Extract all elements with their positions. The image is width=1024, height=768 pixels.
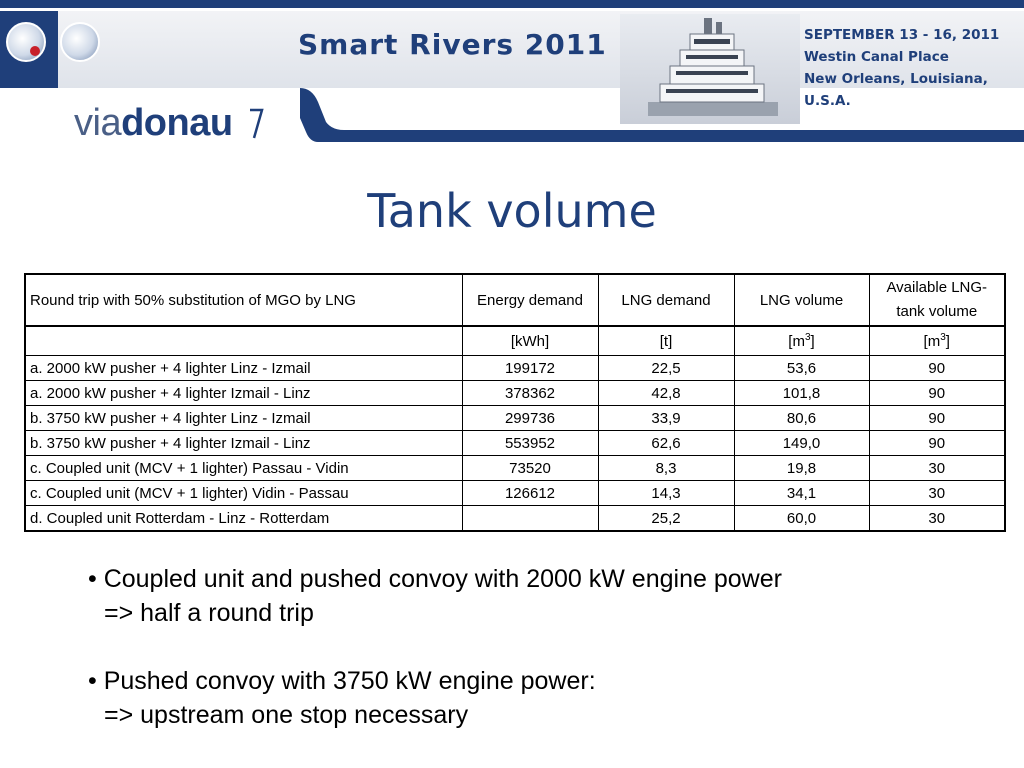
available-tank-cell: 30 (869, 506, 1005, 532)
unit-text: ] (810, 333, 815, 350)
lng-demand-cell: 8,3 (598, 456, 734, 481)
bullet-item (88, 562, 782, 630)
table-row (25, 356, 1005, 381)
unit-cell-empty (25, 326, 462, 356)
partner-logo-icon (6, 22, 46, 62)
logo-accent-icon (30, 46, 40, 56)
unit-sup: 3 (804, 332, 811, 343)
available-tank-cell: 30 (869, 481, 1005, 506)
available-tank-cell: 30 (869, 456, 1005, 481)
bullet-text: • Coupled unit and pushed convoy with 2000 kW engine power (88, 565, 782, 593)
event-name: Smart Rivers 2011 (298, 28, 607, 61)
lng-demand-cell: 25,2 (598, 506, 734, 532)
viadonau-logo (74, 102, 233, 145)
energy-cell: 553952 (462, 431, 598, 456)
lng-volume-cell: 60,0 (734, 506, 869, 532)
row-label: d. Coupled unit Rotterdam - Linz - Rotterdam (25, 506, 462, 532)
lng-volume-cell: 101,8 (734, 381, 869, 406)
energy-cell: 378362 (462, 381, 598, 406)
lng-demand-cell: 62,6 (598, 431, 734, 456)
col-header-route: Round trip with 50% substitution of MGO by LNG (25, 274, 462, 326)
energy-cell: 299736 (462, 406, 598, 431)
bullet-item (88, 664, 782, 732)
row-label: a. 2000 kW pusher + 4 lighter Linz - Izmail (25, 356, 462, 381)
table-row (25, 381, 1005, 406)
row-label: b. 3750 kW pusher + 4 lighter Izmail - Linz (25, 431, 462, 456)
lng-demand-cell: 14,3 (598, 481, 734, 506)
available-tank-cell: 90 (869, 381, 1005, 406)
energy-cell: 73520 (462, 456, 598, 481)
bullet-subtext: => half a round trip (104, 599, 314, 627)
table-row (25, 506, 1005, 532)
association-seal-icon (60, 22, 100, 62)
tank-volume-table (24, 273, 1006, 532)
lng-volume-cell: 53,6 (734, 356, 869, 381)
unit-energy: [kWh] (462, 326, 598, 356)
unit-lng-demand: [t] (598, 326, 734, 356)
lng-volume-cell: 149,0 (734, 431, 869, 456)
lng-demand-cell: 22,5 (598, 356, 734, 381)
lng-volume-cell: 34,1 (734, 481, 869, 506)
header-banner (0, 0, 1024, 150)
energy-cell (462, 506, 598, 532)
brand-slash-icon (246, 104, 266, 140)
available-tank-cell: 90 (869, 431, 1005, 456)
col-header-available-tank: Available LNG-tank volume (869, 274, 1005, 326)
bullet-text: • Pushed convoy with 3750 kW engine power: (88, 667, 596, 695)
lng-demand-cell: 42,8 (598, 381, 734, 406)
col-header-energy: Energy demand (462, 274, 598, 326)
top-stripe (0, 0, 1024, 8)
unit-sup: 3 (940, 332, 946, 343)
table-header-row (25, 274, 1005, 326)
unit-text: [m (923, 333, 941, 350)
lng-volume-cell: 19,8 (734, 456, 869, 481)
row-label: b. 3750 kW pusher + 4 lighter Linz - Izmail (25, 406, 462, 431)
unit-available-tank (869, 326, 1005, 356)
energy-cell: 126612 (462, 481, 598, 506)
event-dates: SEPTEMBER 13 - 16, 2011 (804, 27, 1000, 43)
brand-bold: donau (121, 102, 233, 144)
bullet-list (88, 562, 782, 766)
col-header-lng-demand: LNG demand (598, 274, 734, 326)
event-venue: Westin Canal Place (804, 49, 949, 65)
unit-lng-volume (734, 326, 869, 356)
table-units-row (25, 326, 1005, 356)
table-row (25, 406, 1005, 431)
table-row (25, 431, 1005, 456)
energy-cell: 199172 (462, 356, 598, 381)
unit-text: ] (945, 333, 950, 350)
brand-light: via (74, 102, 122, 144)
row-label: a. 2000 kW pusher + 4 lighter Izmail - Linz (25, 381, 462, 406)
event-city: New Orleans, Louisiana, U.S.A. (804, 71, 988, 109)
bullet-subtext: => upstream one stop necessary (104, 701, 469, 729)
table-row (25, 481, 1005, 506)
col-header-lng-volume: LNG volume (734, 274, 869, 326)
available-tank-cell: 90 (869, 406, 1005, 431)
lng-volume-cell: 80,6 (734, 406, 869, 431)
row-label: c. Coupled unit (MCV + 1 lighter) Passau - Vidin (25, 456, 462, 481)
table-row (25, 456, 1005, 481)
unit-text: [m (788, 333, 805, 350)
row-label: c. Coupled unit (MCV + 1 lighter) Vidin - Passau (25, 481, 462, 506)
slide-title: Tank volume (367, 184, 657, 238)
available-tank-cell: 90 (869, 356, 1005, 381)
lng-demand-cell: 33,9 (598, 406, 734, 431)
